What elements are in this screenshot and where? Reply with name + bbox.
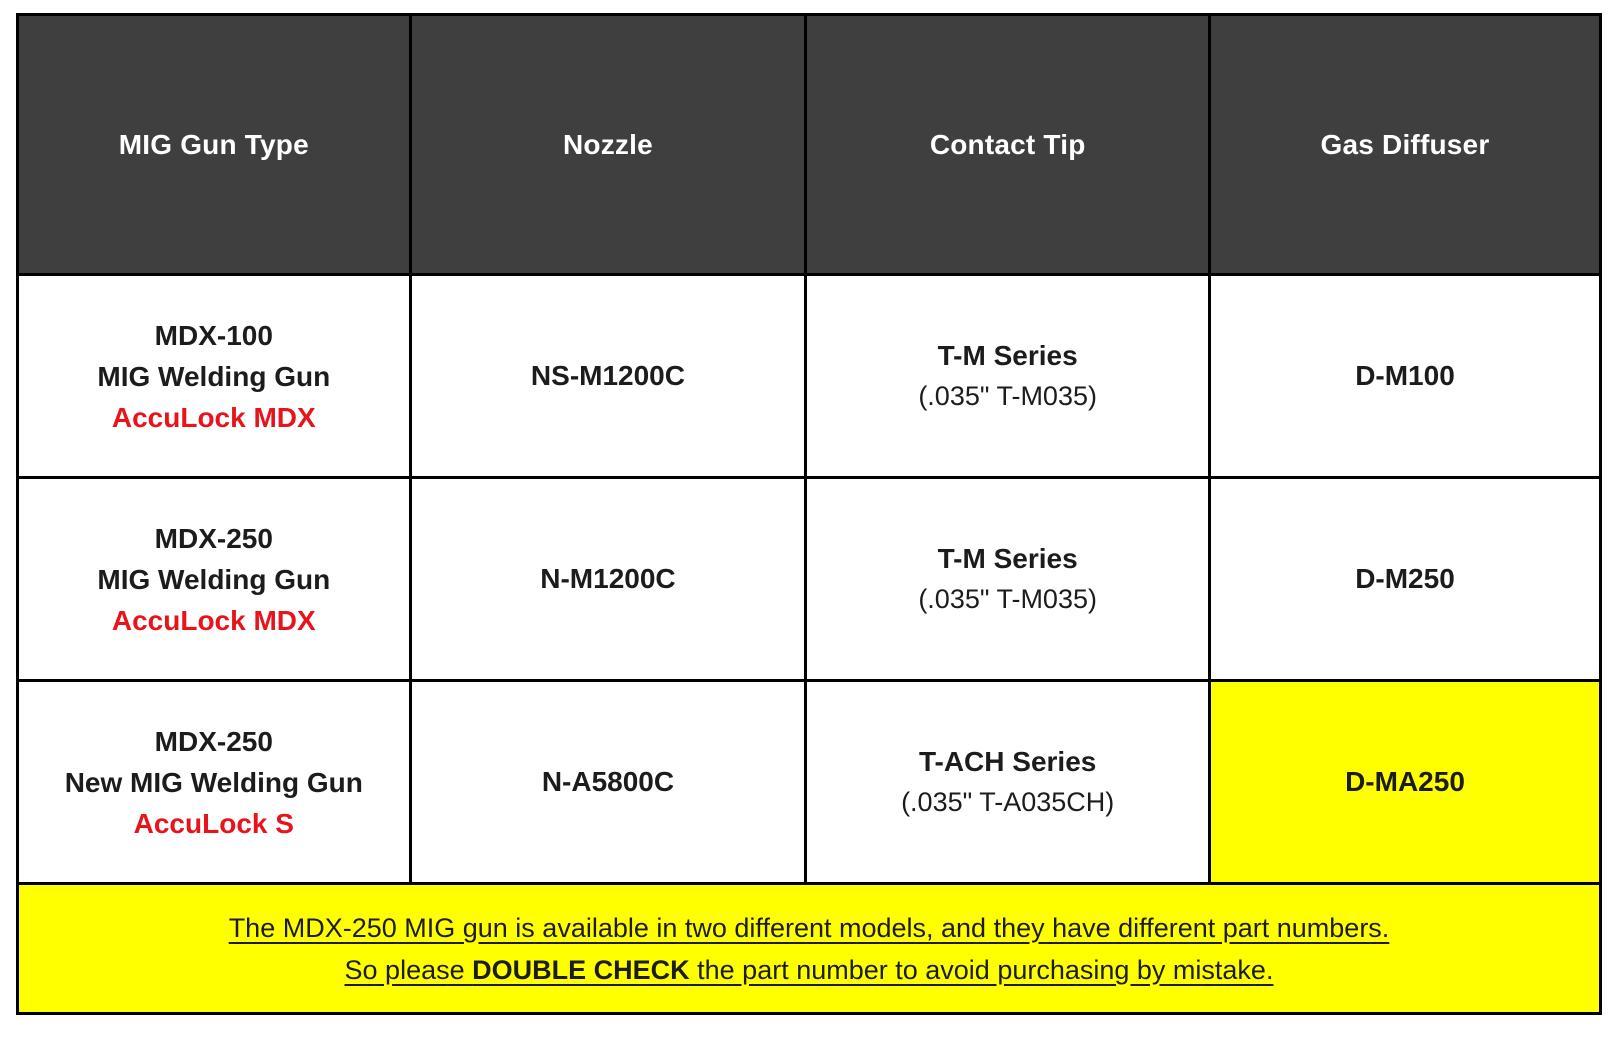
table-row-mdx-250-new: [18, 681, 1601, 884]
gun-model: MDX-250: [154, 522, 273, 554]
tip-series: T-M Series: [937, 340, 1078, 371]
gun-series: AccuLock MDX: [111, 604, 316, 636]
gun-name: MIG Welding Gun: [97, 563, 331, 595]
contact-tip-cell: [806, 478, 1210, 681]
header-cell-contact-tip: Contact Tip: [806, 15, 1210, 275]
warning-note-line2-emphasis: DOUBLE CHECK: [472, 954, 690, 985]
table-row-mdx-100: [18, 275, 1601, 478]
header-cell-mig-gun-type: MIG Gun Type: [18, 15, 411, 275]
header-cell-nozzle: Nozzle: [410, 15, 806, 275]
contact-tip-cell: [806, 681, 1210, 884]
gun-series: AccuLock S: [133, 807, 294, 839]
gun-name: New MIG Welding Gun: [64, 766, 363, 798]
contact-tip-cell: [806, 275, 1210, 478]
mig-gun-type-cell: [18, 275, 411, 478]
table-row-mdx-250: [18, 478, 1601, 681]
mig-gun-parts-table: [16, 13, 1602, 1015]
nozzle-cell: N-M1200C: [410, 478, 806, 681]
tip-spec: (.035" T-M035): [918, 584, 1097, 614]
gun-model: MDX-100: [154, 319, 273, 351]
header-cell-gas-diffuser: Gas Diffuser: [1209, 15, 1600, 275]
gas-diffuser-cell-highlighted: D-MA250: [1209, 681, 1600, 884]
tip-spec: (.035" T-M035): [918, 381, 1097, 411]
table-header-row: [18, 15, 1601, 275]
gun-series: AccuLock MDX: [111, 401, 316, 433]
tip-spec: (.035" T-A035CH): [901, 787, 1115, 817]
tip-series: T-ACH Series: [918, 746, 1097, 777]
warning-note-line2-suffix: the part number to avoid purchasing by mistake.: [689, 954, 1274, 985]
warning-note-line2: [39, 949, 1579, 991]
nozzle-cell: NS-M1200C: [410, 275, 806, 478]
gas-diffuser-cell: D-M100: [1209, 275, 1600, 478]
mig-gun-type-cell: [18, 681, 411, 884]
warning-note-line1-text: The MDX-250 MIG gun is available in two different models, and they have different part numbers.: [228, 912, 1390, 943]
gun-name: MIG Welding Gun: [97, 360, 331, 392]
warning-note-line2-prefix: So please: [344, 954, 473, 985]
warning-note-cell: [18, 884, 1601, 1014]
nozzle-cell: N-A5800C: [410, 681, 806, 884]
tip-series: T-M Series: [937, 543, 1078, 574]
gas-diffuser-cell: D-M250: [1209, 478, 1600, 681]
mig-gun-type-cell: [18, 478, 411, 681]
gun-model: MDX-250: [154, 725, 273, 757]
warning-note-line1: [39, 907, 1579, 949]
warning-note-row: [18, 884, 1601, 1014]
